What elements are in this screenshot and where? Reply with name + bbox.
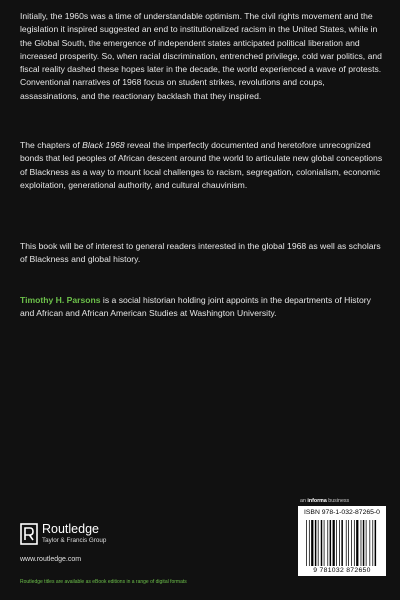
author-bio <box>20 294 385 321</box>
routledge-r-icon <box>20 523 38 545</box>
isbn-label: ISBN 978-1-032-87265-0 <box>304 509 380 516</box>
blurb-paragraph-2 <box>20 139 385 192</box>
blurb-paragraph-2-text <box>20 139 385 192</box>
ebook-note: Routledge titles are available as eBook editions in a range of digital formats <box>20 579 187 585</box>
publisher-name: Routledge <box>42 522 99 536</box>
blurb-paragraph-1 <box>20 10 385 103</box>
author-name: Timothy H. Parsons <box>20 295 101 305</box>
blurb-paragraph-1-text: Initially, the 1960s was a time of understandable optimism. The civil rights movement and the legislation it inspired suggested an end to institutionalized racism in the United States, while in the Global South, the emergence of independent states anticipated political liberation and increased prosperity. So, when racial discrimination, entrenched privilege, cold war politics, and fiscal reality dashed these hopes later in the decade, the world experienced a wave of protests. Conventional narratives of 1968 focus on student strikes, revolutions and coups, assassinations, and the reactionary backlash that they inspired. <box>20 11 382 101</box>
blurb-paragraph-2-rest: reveal the imperfectly documented and heretofore unrecognized bonds that led peoples of African descent around the world to articulate new global conceptions of Blackness as a way to mount local challenges to racism, segregation, colonialism, economic exploitation, generational authority, and cultural chauvinism. <box>20 140 383 190</box>
author-bio-text <box>20 294 385 321</box>
informa-suffix: business <box>326 498 350 504</box>
informa-brand: informa <box>307 498 327 504</box>
author-bio-rest: is a social historian holding joint appoints in the departments of History and African and African American Studies at Washington University. <box>20 295 371 319</box>
informa-business-label <box>300 498 349 505</box>
barcode-digits: 9 781032 872650 <box>313 567 371 574</box>
publisher-website: www.routledge.com <box>20 556 82 563</box>
routledge-logo <box>20 520 140 552</box>
informa-prefix: an <box>300 498 308 504</box>
barcode-bars <box>298 506 386 576</box>
blurb-paragraph-2-lead: The chapters of <box>20 140 83 150</box>
publisher-tagline: Taylor & Francis Group <box>42 537 107 544</box>
blurb-paragraph-3 <box>20 240 385 267</box>
isbn-barcode <box>298 506 386 576</box>
book-title-italic: Black 1968 <box>82 140 125 150</box>
blurb-paragraph-3-text: This book will be of interest to general readers interested in the global 1968 as well as scholars of Blackness and global history. <box>20 241 381 265</box>
